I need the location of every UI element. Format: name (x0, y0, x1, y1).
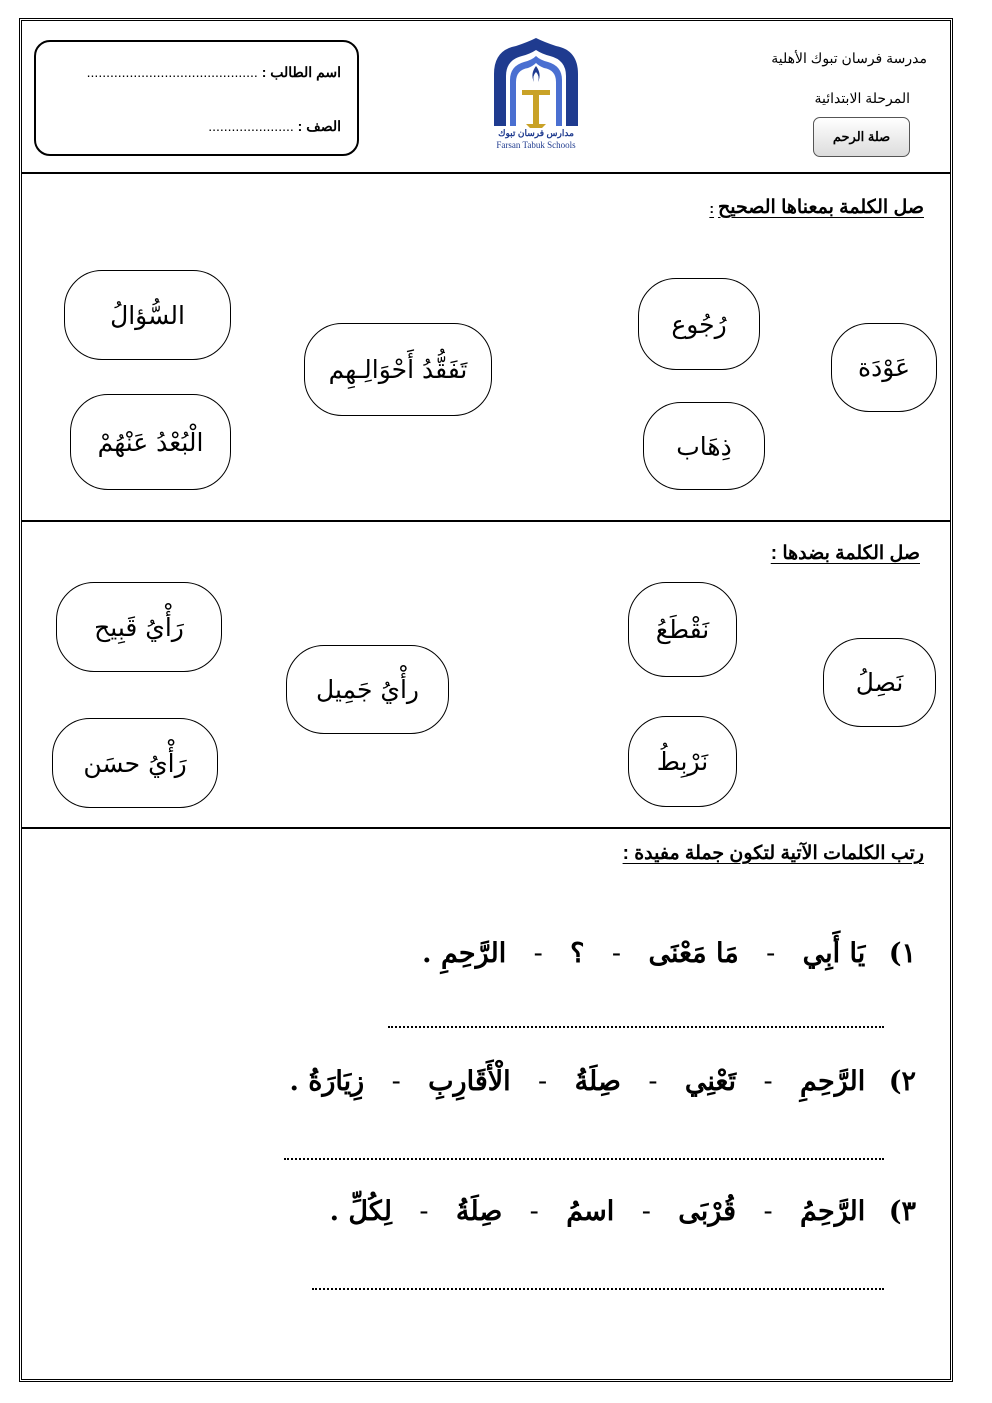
sentence-1-word-1: يَا أَبِي (802, 938, 866, 969)
match1-option-rujua[interactable]: رُجُوع (638, 278, 760, 370)
match2-option-ray-hasan[interactable]: رَأْيُ حسَن (52, 718, 218, 808)
student-name-label: اسم الطالب : (261, 64, 341, 80)
sentence-1-separator: - (611, 938, 622, 969)
sentence-2-word-3: صِلَةُ (574, 1066, 621, 1097)
match1-word-tafaqqud[interactable]: تَفَقُّدُ أَحْوَالِـهِم (304, 323, 492, 416)
sentence-2-word-1: الرَّحِمِ (800, 1066, 866, 1097)
page-frame (19, 18, 953, 1382)
match1-option-buud[interactable]: الْبُعْدُ عَنْهُمْ (70, 394, 231, 490)
section1-title-suffix: : (709, 200, 715, 216)
student-name-field[interactable] (87, 64, 341, 81)
sentence-2-number: ٢) (888, 1066, 916, 1097)
sentence-2-separator: - (538, 1066, 548, 1097)
sentence-1-word-2: مَا مَعْنَى (648, 938, 739, 969)
class-field[interactable] (208, 118, 341, 135)
sentence-2-word-4: الْأَقَارِبِ (428, 1066, 511, 1097)
match1-option-suaal[interactable]: السُّؤالُ (64, 270, 231, 360)
logo-text-en: Farsan Tabuk Schools (496, 140, 576, 150)
answer-line-1[interactable] (388, 1026, 884, 1028)
header-divider (21, 172, 951, 174)
class-dots: ...................... (208, 118, 294, 134)
sentence-3-separator: - (419, 1196, 429, 1227)
sentence-3-word-5: لِكُلِّ . (329, 1196, 392, 1227)
sentence-1-separator: - (533, 938, 543, 969)
sentence-1-word-4: الرَّحِمِ . (422, 938, 507, 969)
student-name-dots: ............................................ (86, 64, 258, 80)
sentence-3-word-4: صِلَةُ (455, 1196, 503, 1227)
match2-option-ray-qabih[interactable]: رَأْيُ قَبِيح (56, 582, 222, 672)
sentence-3-word-1: الرَّحِمُ (800, 1196, 866, 1227)
student-info-box (34, 40, 359, 156)
sentence-item-1 (422, 938, 916, 969)
sentence-2-word-5: زِيَارَةُ . (289, 1066, 365, 1097)
school-stage: المرحلة الابتدائية (814, 90, 910, 106)
match1-option-thahab[interactable]: ذِهَاب (643, 402, 765, 490)
sentence-3-number: ٣) (888, 1196, 916, 1227)
sentence-1-separator: - (766, 938, 776, 969)
sentence-2-word-2: تَعْنِي (684, 1066, 737, 1097)
match1-word-awda[interactable]: عَوْدَة (831, 323, 937, 412)
sentence-3-separator: - (763, 1196, 773, 1227)
sentence-1-word-3: ؟ (570, 938, 585, 969)
sentence-item-2 (289, 1066, 916, 1097)
section1-title (709, 196, 924, 219)
section1-title-text: صل الكلمة بمعناها الصحيح (718, 197, 924, 218)
section1-divider (21, 520, 951, 522)
answer-line-2[interactable] (284, 1158, 884, 1160)
sentence-3-separator: - (529, 1196, 539, 1227)
sentence-2-separator: - (763, 1066, 773, 1097)
school-logo (486, 36, 586, 152)
sentence-3-word-2: قُرْبَى (678, 1196, 737, 1227)
match2-word-nasil[interactable]: نَصِلُ (823, 638, 936, 727)
logo-text-ar: مدارس فرسان تبوك (498, 128, 574, 138)
sentence-2-separator: - (391, 1066, 401, 1097)
sentence-3-word-3: اسمُ (566, 1196, 615, 1227)
sentence-1-number: ١) (888, 938, 916, 969)
match2-option-naqta[interactable]: نَقْطَعُ (628, 582, 737, 677)
sentence-2-separator: - (648, 1066, 658, 1097)
subject-badge: صلة الرحم (813, 117, 910, 157)
answer-line-3[interactable] (312, 1288, 884, 1290)
school-name: مدرسة فرسان تبوك الأهلية (771, 50, 927, 66)
match2-option-narbit[interactable]: نَرْبِطُ (628, 716, 737, 807)
section3-title: رتب الكلمات الآتية لتكون جملة مفيدة : (622, 843, 924, 864)
section2-title: صل الكلمة بضدها : (770, 543, 920, 564)
class-label: الصف : (297, 118, 341, 134)
match2-word-ray-jamil[interactable]: رأْيُ جَمِيل (286, 645, 449, 734)
sentence-item-3 (330, 1196, 916, 1227)
section2-divider (21, 827, 951, 829)
sentence-3-separator: - (641, 1196, 651, 1227)
